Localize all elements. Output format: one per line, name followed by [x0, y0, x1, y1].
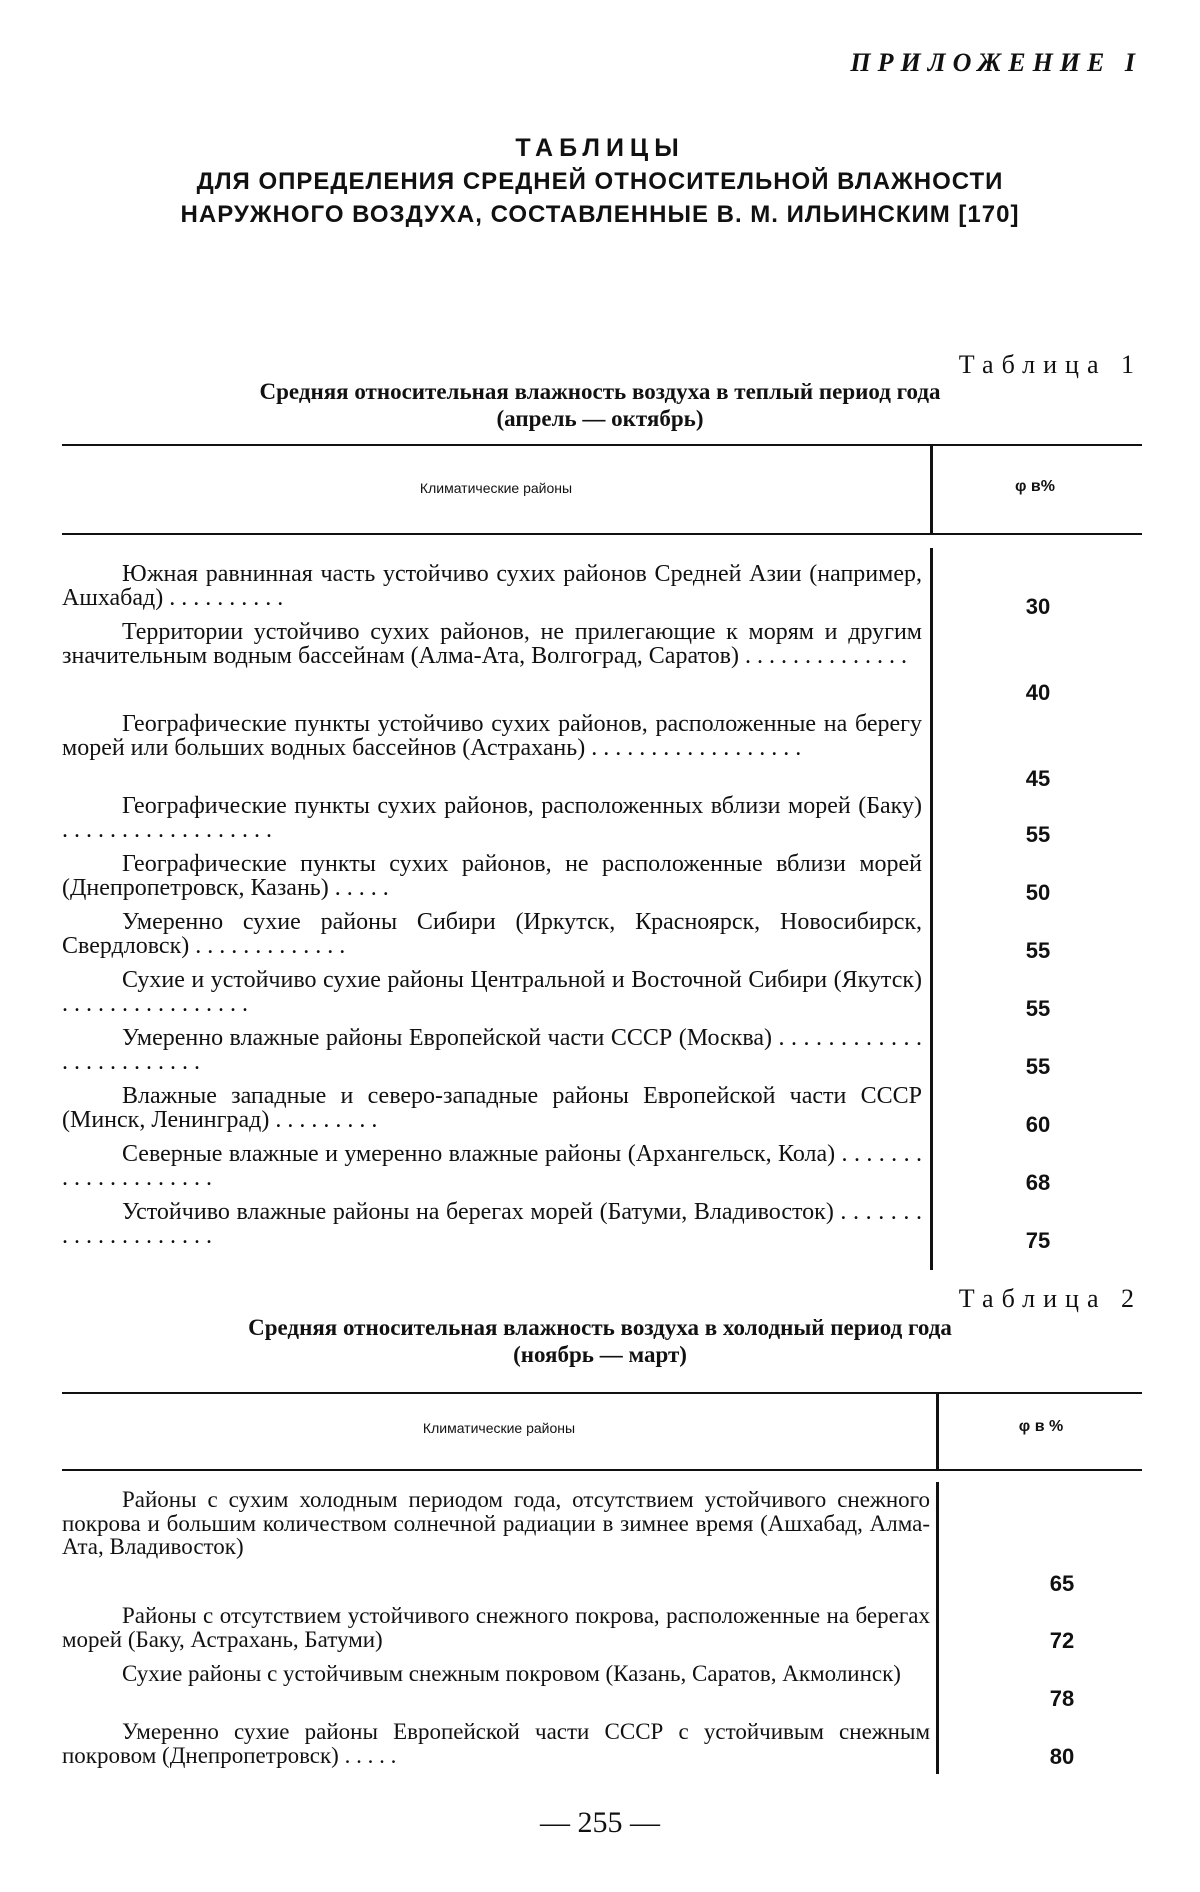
- table1-row-value: 45: [1025, 766, 1051, 791]
- table1-row: Устойчиво влажные районы на берегах морей (Батуми, Владивосток) . . . . . . . . . . . . . . . . . . . .: [62, 1199, 922, 1249]
- table1-caption: [60, 378, 1140, 432]
- table1-row: Северные влажные и умеренно влажные районы (Архангельск, Кола) . . . . . . . . . . . . . . . . . . . .: [62, 1141, 922, 1191]
- table2-row-value: 72: [1049, 1628, 1075, 1653]
- appendix-label: ПРИЛОЖЕНИЕ I: [850, 48, 1142, 77]
- table2-caption-line1: Средняя относительная влажность воздуха в холодный период года: [248, 1315, 952, 1340]
- table1-row: Территории устойчиво сухих районов, не прилегающие к морям и другим значительным водным бассейнам (Алма-Ата, Волгоград, Саратов) . . . . . . . . . . . . . .: [62, 619, 922, 669]
- table2-caption: [60, 1314, 1140, 1368]
- table1-row-value: 50: [1025, 880, 1051, 905]
- table1-row: Географические пункты сухих районов, расположенных вблизи морей (Баку) . . . . . . . . . . . . . . . . . .: [62, 793, 922, 843]
- table2-row-value: 78: [1049, 1686, 1075, 1711]
- table2-row-value: 65: [1049, 1571, 1075, 1596]
- table2-col-region: Климатические районы: [422, 1420, 576, 1436]
- table1-row-value: 30: [1025, 594, 1051, 619]
- table1-body-divider: [930, 548, 933, 1270]
- table2-row: Районы с сухим холодным периодом года, отсутствием устойчивого снежного покрова и большим количеством солнечной радиации в зимнее время (Ашхабад, Алма-Ата, Владивосток): [62, 1487, 930, 1559]
- table1-caption-line2: (апрель — октябрь): [496, 406, 704, 431]
- table1-header-rule: [62, 533, 1142, 535]
- document-title: [0, 132, 1200, 231]
- table2-top-rule: [62, 1392, 1142, 1394]
- table2-row: Сухие районы с устойчивым снежным покровом (Казань, Саратов, Акмолинск): [122, 1661, 901, 1686]
- table1-row: Сухие и устойчиво сухие районы Центральной и Восточной Сибири (Якутск) . . . . . . . . . . . . . . . .: [62, 967, 922, 1017]
- table1-row-value: 40: [1025, 680, 1051, 705]
- title-line-2: ДЛЯ ОПРЕДЕЛЕНИЯ СРЕДНЕЙ ОТНОСИТЕЛЬНОЙ ВЛАЖНОСТИ: [196, 168, 1004, 195]
- table2-row-value: 80: [1049, 1744, 1075, 1769]
- table1-row: Географические пункты устойчиво сухих районов, расположенные на берегу морей или больших водных бассейнов (Астрахань) . . . . . . . . . . . . . . . . . .: [62, 711, 922, 761]
- table1-row: Влажные западные и северо-западные районы Европейской части СССР (Минск, Ленинград) . . . . . . . . .: [62, 1083, 922, 1133]
- table1-row-value: 55: [1025, 938, 1051, 963]
- table1-top-rule: [62, 444, 1142, 446]
- table2-caption-line2: (ноябрь — март): [513, 1342, 687, 1367]
- title-line-1: ТАБЛИЦЫ: [515, 134, 685, 162]
- table2-body-divider: [936, 1482, 939, 1774]
- table1-row-value: 55: [1025, 996, 1051, 1021]
- table1-label: Таблица 1: [958, 350, 1142, 379]
- table1-col-value: φ в%: [1015, 478, 1055, 495]
- table1-row-value: 75: [1025, 1228, 1051, 1253]
- table2-row: Районы с отсутствием устойчивого снежного покрова, расположенные на берегах морей (Баку, Астрахань, Батуми): [62, 1603, 930, 1652]
- table1-row-value: 55: [1025, 822, 1051, 847]
- table1-row: Южная равнинная часть устойчиво сухих районов Средней Азии (например, Ашхабад) . . . . . . . . . .: [62, 561, 922, 611]
- table1-row-value: 68: [1025, 1170, 1051, 1195]
- table1-row-value: 55: [1025, 1054, 1051, 1079]
- page-number: — 255 —: [540, 1806, 660, 1839]
- table1-col-region: Климатические районы: [419, 480, 573, 496]
- table2-row: Умеренно сухие районы Европейской части СССР с устойчивым снежным покровом (Днепропетровск) . . . . .: [62, 1719, 930, 1768]
- table1-caption-line1: Средняя относительная влажность воздуха в теплый период года: [259, 379, 941, 404]
- table2-header-divider: [936, 1392, 939, 1469]
- table1-row: Географические пункты сухих районов, не расположенные вблизи морей (Днепропетровск, Казань) . . . . .: [62, 851, 922, 901]
- table2-col-value: φ в %: [1018, 1418, 1064, 1435]
- title-line-3: НАРУЖНОГО ВОЗДУХА, СОСТАВЛЕННЫЕ В. М. ИЛЬИНСКИМ [170]: [180, 201, 1020, 228]
- table2-header-rule: [62, 1469, 1142, 1471]
- table1-row: Умеренно сухие районы Сибири (Иркутск, Красноярск, Новосибирск, Свердловск) . . . . . . . . . . . . .: [62, 909, 922, 959]
- table1-header-divider: [930, 444, 933, 533]
- table1-row-value: 60: [1025, 1112, 1051, 1137]
- table2-label: Таблица 2: [958, 1284, 1142, 1313]
- table1-row: Умеренно влажные районы Европейской части СССР (Москва) . . . . . . . . . . . . . . . . . . . . . . . .: [62, 1025, 922, 1075]
